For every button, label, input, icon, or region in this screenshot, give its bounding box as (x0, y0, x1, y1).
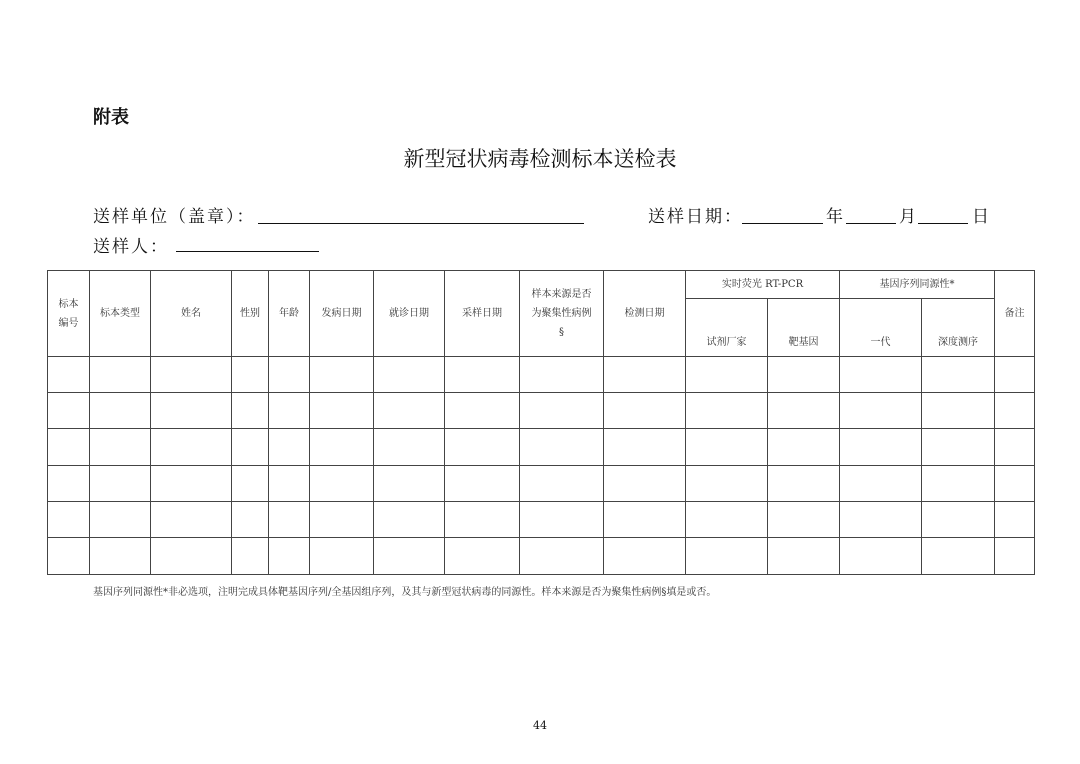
header-sampling-date: 采样日期 (445, 271, 520, 357)
table-cell[interactable] (520, 501, 604, 537)
table-cell[interactable] (604, 465, 686, 501)
table-cell[interactable] (520, 429, 604, 465)
table-cell[interactable] (922, 537, 995, 574)
table-cell[interactable] (922, 465, 995, 501)
year-label: 年 (826, 207, 843, 227)
table-cell[interactable] (840, 429, 922, 465)
table-cell[interactable] (995, 501, 1035, 537)
table-cell[interactable] (922, 429, 995, 465)
table-cell[interactable] (604, 393, 686, 429)
table-cell[interactable] (922, 501, 995, 537)
header-age: 年龄 (269, 271, 310, 357)
table-cell[interactable] (995, 537, 1035, 574)
table-cell[interactable] (48, 465, 90, 501)
header-specimen-no-line1: 标本 (58, 298, 79, 310)
table-cell[interactable] (520, 465, 604, 501)
table-cell[interactable] (310, 537, 374, 574)
table-cell[interactable] (686, 537, 768, 574)
table-cell[interactable] (374, 393, 445, 429)
header-cluster-line1: 样本来源是否 (531, 289, 592, 301)
table-cell[interactable] (768, 465, 840, 501)
table-cell[interactable] (374, 537, 445, 574)
table-cell[interactable] (686, 357, 768, 393)
table-cell[interactable] (269, 537, 310, 574)
table-cell[interactable] (232, 429, 269, 465)
table-cell[interactable] (840, 357, 922, 393)
table-cell[interactable] (48, 393, 90, 429)
table-cell[interactable] (374, 357, 445, 393)
table-cell[interactable] (445, 393, 520, 429)
table-cell[interactable] (269, 465, 310, 501)
header-sex: 性别 (232, 271, 269, 357)
table-cell[interactable] (48, 429, 90, 465)
table-row (48, 357, 1035, 393)
unit-label: 送样单位（盖章）： (93, 207, 256, 227)
table-cell[interactable] (374, 501, 445, 537)
table-cell[interactable] (48, 537, 90, 574)
table-cell[interactable] (232, 537, 269, 574)
table-cell[interactable] (445, 429, 520, 465)
table-cell[interactable] (604, 537, 686, 574)
table-cell[interactable] (768, 537, 840, 574)
table-cell[interactable] (520, 537, 604, 574)
table-cell[interactable] (269, 429, 310, 465)
table-cell[interactable] (995, 357, 1035, 393)
table-cell[interactable] (768, 393, 840, 429)
header-visit-date: 就诊日期 (374, 271, 445, 357)
table-cell[interactable] (445, 537, 520, 574)
table-cell[interactable] (686, 429, 768, 465)
table-cell[interactable] (768, 429, 840, 465)
header-specimen-no-line2: 编号 (58, 317, 79, 329)
table-cell[interactable] (445, 501, 520, 537)
table-cell[interactable] (269, 501, 310, 537)
header-deep-seq: 深度测序 (922, 299, 995, 357)
table-cell[interactable] (840, 501, 922, 537)
table-row (48, 429, 1035, 465)
table-cell[interactable] (310, 357, 374, 393)
header-specimen-no (48, 271, 90, 357)
table-cell[interactable] (151, 537, 232, 574)
header-remarks: 备注 (995, 271, 1035, 357)
table-cell[interactable] (232, 393, 269, 429)
table-cell[interactable] (686, 393, 768, 429)
day-blank[interactable] (918, 223, 968, 224)
date-label: 送样日期： (648, 207, 743, 227)
table-cell[interactable] (995, 429, 1035, 465)
table-cell[interactable] (310, 465, 374, 501)
table-cell[interactable] (310, 501, 374, 537)
table-cell[interactable] (151, 357, 232, 393)
table-cell[interactable] (840, 393, 922, 429)
table-cell[interactable] (232, 357, 269, 393)
table-cell[interactable] (151, 393, 232, 429)
table-cell[interactable] (90, 393, 151, 429)
table-cell[interactable] (90, 465, 151, 501)
table-cell[interactable] (445, 465, 520, 501)
header-first-gen: 一代 (840, 299, 922, 357)
table-cell[interactable] (686, 501, 768, 537)
header-name: 姓名 (151, 271, 232, 357)
day-label: 日 (972, 207, 989, 227)
footnote: 基因序列同源性*非必选项，注明完成具体靶基因序列/全基因组序列，及其与新型冠状病毒的同源性。样本来源是否为聚集性病例§填是或否。 (93, 587, 717, 598)
header-homology-group: 基因序列同源性* (840, 271, 995, 299)
table-row (48, 501, 1035, 537)
table-cell[interactable] (768, 501, 840, 537)
table-cell[interactable] (445, 357, 520, 393)
table-cell[interactable] (90, 429, 151, 465)
table-cell[interactable] (374, 465, 445, 501)
specimen-table (47, 270, 1035, 575)
year-blank[interactable] (742, 223, 823, 224)
table-cell[interactable] (374, 429, 445, 465)
table-cell[interactable] (840, 465, 922, 501)
table-cell[interactable] (269, 357, 310, 393)
table-cell[interactable] (48, 357, 90, 393)
header-cluster-case (520, 271, 604, 357)
table-cell[interactable] (604, 501, 686, 537)
table-cell[interactable] (686, 465, 768, 501)
unit-blank[interactable] (258, 223, 584, 224)
table-cell[interactable] (520, 393, 604, 429)
table-cell[interactable] (310, 393, 374, 429)
table-cell[interactable] (90, 357, 151, 393)
table-cell[interactable] (604, 357, 686, 393)
table-cell[interactable] (232, 501, 269, 537)
header-test-date: 检测日期 (604, 271, 686, 357)
page-number: 44 (533, 719, 547, 732)
table-cell[interactable] (604, 429, 686, 465)
table-cell[interactable] (995, 465, 1035, 501)
table-cell[interactable] (151, 429, 232, 465)
page-title: 新型冠状病毒检测标本送检表 (403, 147, 677, 171)
table-cell[interactable] (151, 465, 232, 501)
header-specimen-type: 标本类型 (90, 271, 151, 357)
header-target-gene: 靶基因 (768, 299, 840, 357)
header-rtpcr-group: 实时荧光 RT-PCR (686, 271, 840, 299)
table-cell[interactable] (90, 537, 151, 574)
month-label: 月 (899, 207, 916, 227)
table-cell[interactable] (90, 501, 151, 537)
table-cell[interactable] (232, 465, 269, 501)
appendix-label: 附表 (93, 107, 129, 128)
table-row (48, 393, 1035, 429)
table-cell[interactable] (922, 357, 995, 393)
table-cell[interactable] (151, 501, 232, 537)
table-cell[interactable] (922, 393, 995, 429)
table-cell[interactable] (269, 393, 310, 429)
sender-label: 送样人： (93, 237, 169, 257)
table-cell[interactable] (310, 429, 374, 465)
header-cluster-line3: § (559, 327, 564, 339)
header-cluster-line2: 为聚集性病例 (531, 308, 592, 320)
table-row (48, 537, 1035, 574)
header-reagent-maker: 试剂厂家 (686, 299, 768, 357)
sender-blank[interactable] (176, 251, 319, 252)
table-cell[interactable] (768, 357, 840, 393)
table-row (48, 465, 1035, 501)
table-cell[interactable] (48, 501, 90, 537)
month-blank[interactable] (846, 223, 896, 224)
table-cell[interactable] (520, 357, 604, 393)
table-cell[interactable] (995, 393, 1035, 429)
table-cell[interactable] (840, 537, 922, 574)
header-onset-date: 发病日期 (310, 271, 374, 357)
